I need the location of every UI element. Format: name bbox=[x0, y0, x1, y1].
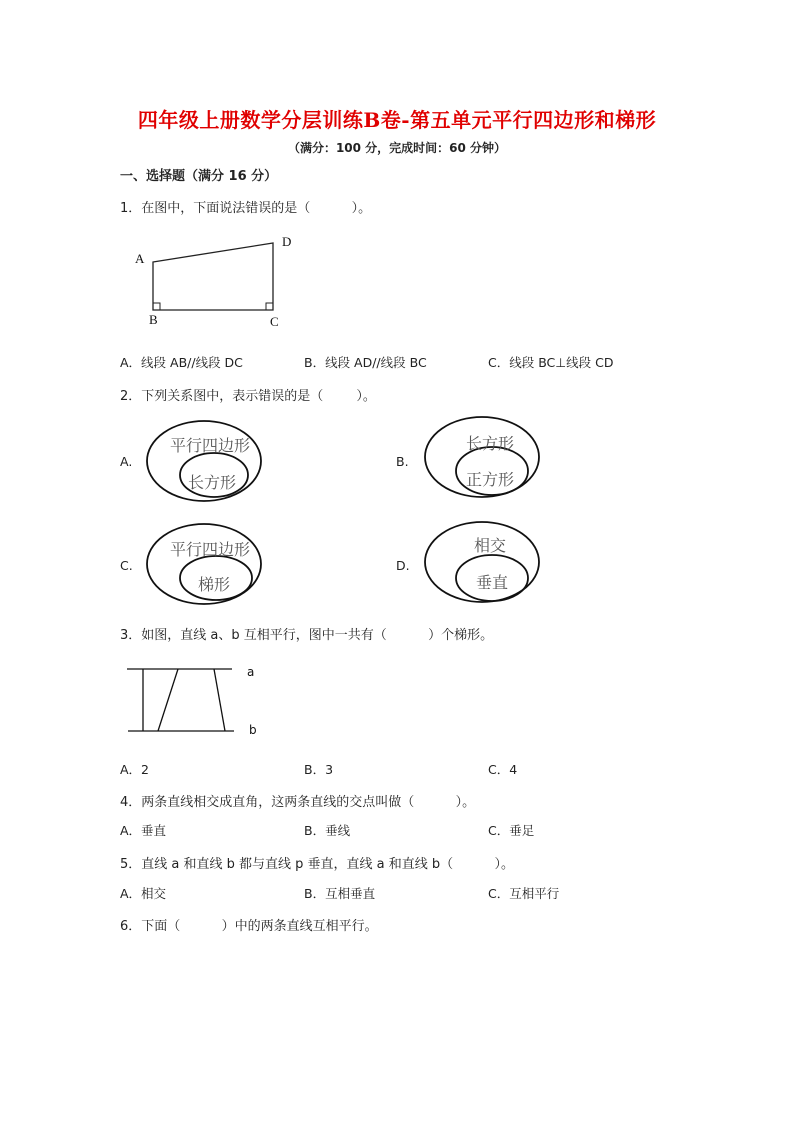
question-4-option-a[interactable]: A．垂直 bbox=[120, 823, 167, 838]
question-3-option-a[interactable]: A．2 bbox=[120, 762, 150, 777]
question-3-option-b[interactable]: B．3 bbox=[304, 762, 334, 777]
venn-a-outer-label: 平行四边形 bbox=[170, 436, 251, 455]
vertex-label-c: C bbox=[270, 314, 279, 329]
question-2-option-d-label[interactable]: D. bbox=[396, 558, 410, 573]
question-1-option-a[interactable]: A．线段 AB//线段 DC bbox=[120, 355, 243, 370]
question-3-option-c[interactable]: C．4 bbox=[488, 762, 518, 777]
question-1-option-b[interactable]: B．线段 AD//线段 BC bbox=[304, 355, 427, 370]
venn-d-outer-label: 相交 bbox=[474, 536, 507, 555]
question-3-text: 3．如图，直线 a、b 互相平行，图中一共有（ ）个梯形。 bbox=[120, 628, 494, 643]
vertex-label-d: D bbox=[282, 234, 292, 249]
vertex-label-b: B bbox=[149, 312, 158, 327]
venn-b-outer-label: 长方形 bbox=[466, 434, 515, 453]
question-6-text: 6．下面（ ）中的两条直线互相平行。 bbox=[120, 919, 378, 934]
vertex-label-a: A bbox=[135, 251, 145, 266]
venn-c-outer-label: 平行四边形 bbox=[170, 540, 251, 559]
question-4-option-c[interactable]: C．垂足 bbox=[488, 823, 535, 838]
venn-d-inner-label: 垂直 bbox=[476, 573, 509, 592]
question-2-option-a-label[interactable]: A. bbox=[120, 454, 133, 469]
question-2-text: 2．下列关系图中，表示错误的是（ ）。 bbox=[120, 389, 376, 404]
question-5-text: 5．直线 a 和直线 b 都与直线 p 垂直，直线 a 和直线 b（ ）。 bbox=[120, 857, 514, 872]
line-label-b: b bbox=[249, 723, 257, 737]
document-title: 四年级上册数学分层训练B卷-第五单元平行四边形和梯形 bbox=[137, 108, 657, 132]
question-1-text: 1．在图中，下面说法错误的是（ ）。 bbox=[120, 201, 372, 216]
question-5-option-c[interactable]: C．互相平行 bbox=[488, 886, 560, 901]
question-5-option-b[interactable]: B．互相垂直 bbox=[304, 886, 376, 901]
venn-a-inner-label: 长方形 bbox=[188, 473, 237, 492]
venn-diagram-d bbox=[422, 518, 542, 608]
question-4-text: 4．两条直线相交成直角，这两条直线的交点叫做（ ）。 bbox=[120, 795, 476, 810]
question-4-option-b[interactable]: B．垂线 bbox=[304, 823, 351, 838]
document-subtitle: （满分：100 分，完成时间：60 分钟） bbox=[287, 141, 507, 155]
question-2-option-b-label[interactable]: B. bbox=[396, 454, 409, 469]
venn-c-inner-label: 梯形 bbox=[198, 575, 231, 594]
question-3-parallel-lines-figure bbox=[124, 664, 244, 736]
venn-b-inner-label: 正方形 bbox=[466, 470, 515, 489]
section-heading: 一、选择题（满分 16 分） bbox=[120, 169, 278, 184]
question-2-option-c-label[interactable]: C. bbox=[120, 558, 133, 573]
question-5-option-a[interactable]: A．相交 bbox=[120, 886, 167, 901]
line-label-a: a bbox=[247, 665, 255, 679]
question-1-option-c[interactable]: C．线段 BC⊥线段 CD bbox=[488, 355, 614, 370]
